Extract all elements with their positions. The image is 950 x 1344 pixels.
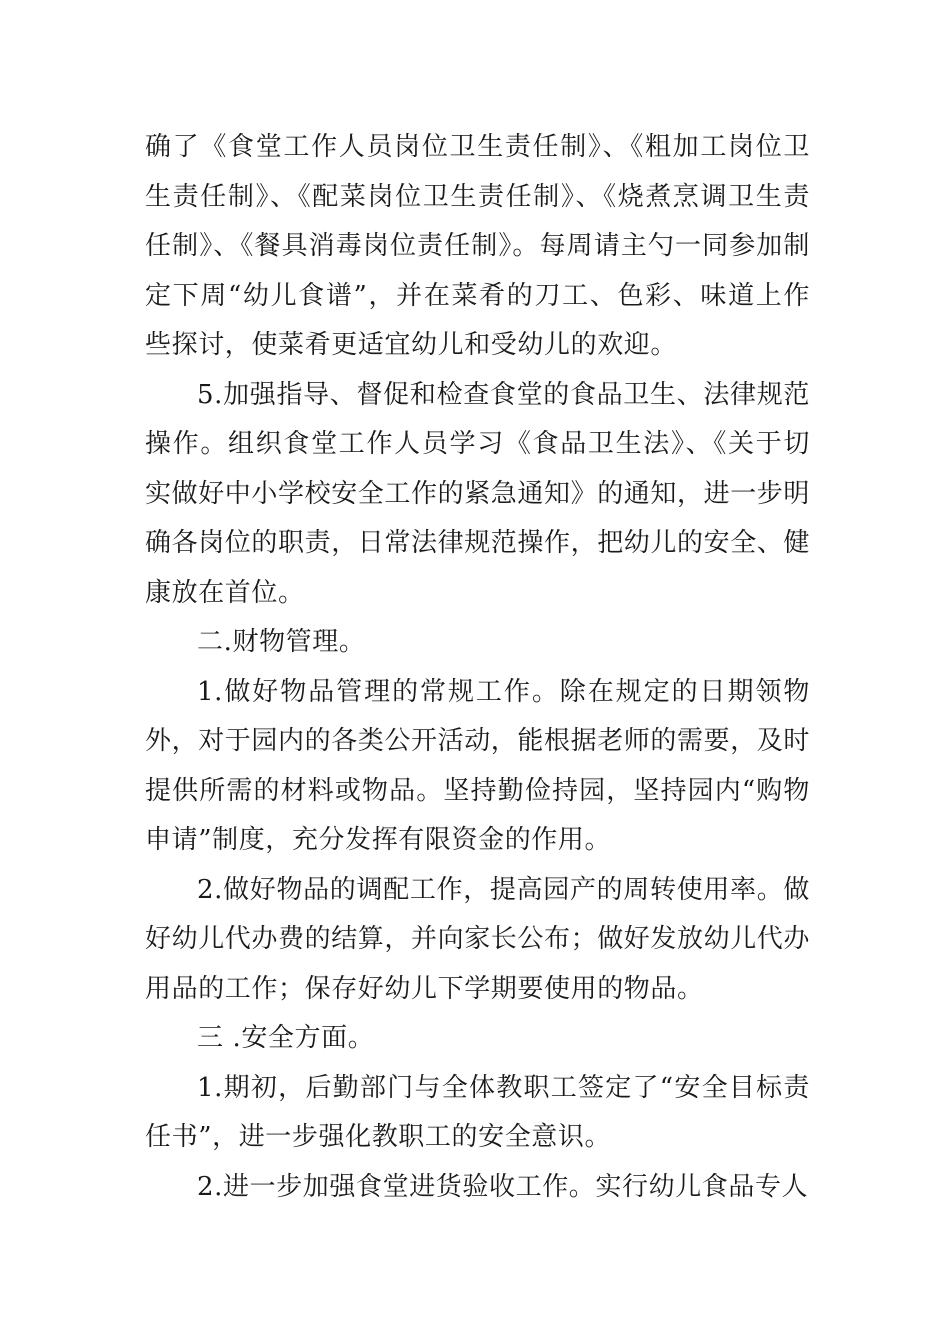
paragraph-finance-2: 2.做好物品的调配工作，提高园产的周转使用率。做好幼儿代办费的结算，并向家长公布；做好发放幼儿代办用品的工作；保存好幼儿下学期要使用的物品。 [145,874,811,1004]
paragraph-item-5: 5.加强指导、督促和检查食堂的食品卫生、法律规范操作。组织食堂工作人员学习《食品卫生法》、《关于切实做好中小学校安全工作的紧急通知》的通知，进一步明确各岗位的职责，日常法律规范操作，把幼儿的安全、健康放在首位。 [145,379,811,608]
section-heading-finance: 二.财物管理。 [197,627,366,657]
paragraph-finance-1: 1.做好物品管理的常规工作。除在规定的日期领物外，对于园内的各类公开活动，能根据老师的需要，及时提供所需的材料或物品。坚持勤俭持园，坚持园内“购物申请”制度，充分发挥有限资金的作用。 [145,676,811,855]
paragraph-safety-2: 2.进一步加强食堂进货验收工作。实行幼儿食品专人 [197,1171,809,1202]
document-body [145,123,810,1212]
paragraph-safety-1: 1.期初，后勤部门与全体教职工签定了“安全目标责任书”，进一步强化教职工的安全意识。 [145,1072,810,1152]
paragraph-continuation: 确了《食堂工作人员岗位卫生责任制》、《粗加工岗位卫生责任制》、《配菜岗位卫生责任制》、《烧煮烹调卫生责任制》、《餐具消毒岗位责任制》。每周请主勺一同参加制定下周“幼儿食谱”，并在菜肴的刀工、色彩、味道上作些探讨，使菜肴更适宜幼儿和受幼儿的欢迎。 [145,132,810,360]
section-heading-safety: 三 .安全方面。 [197,1023,375,1053]
